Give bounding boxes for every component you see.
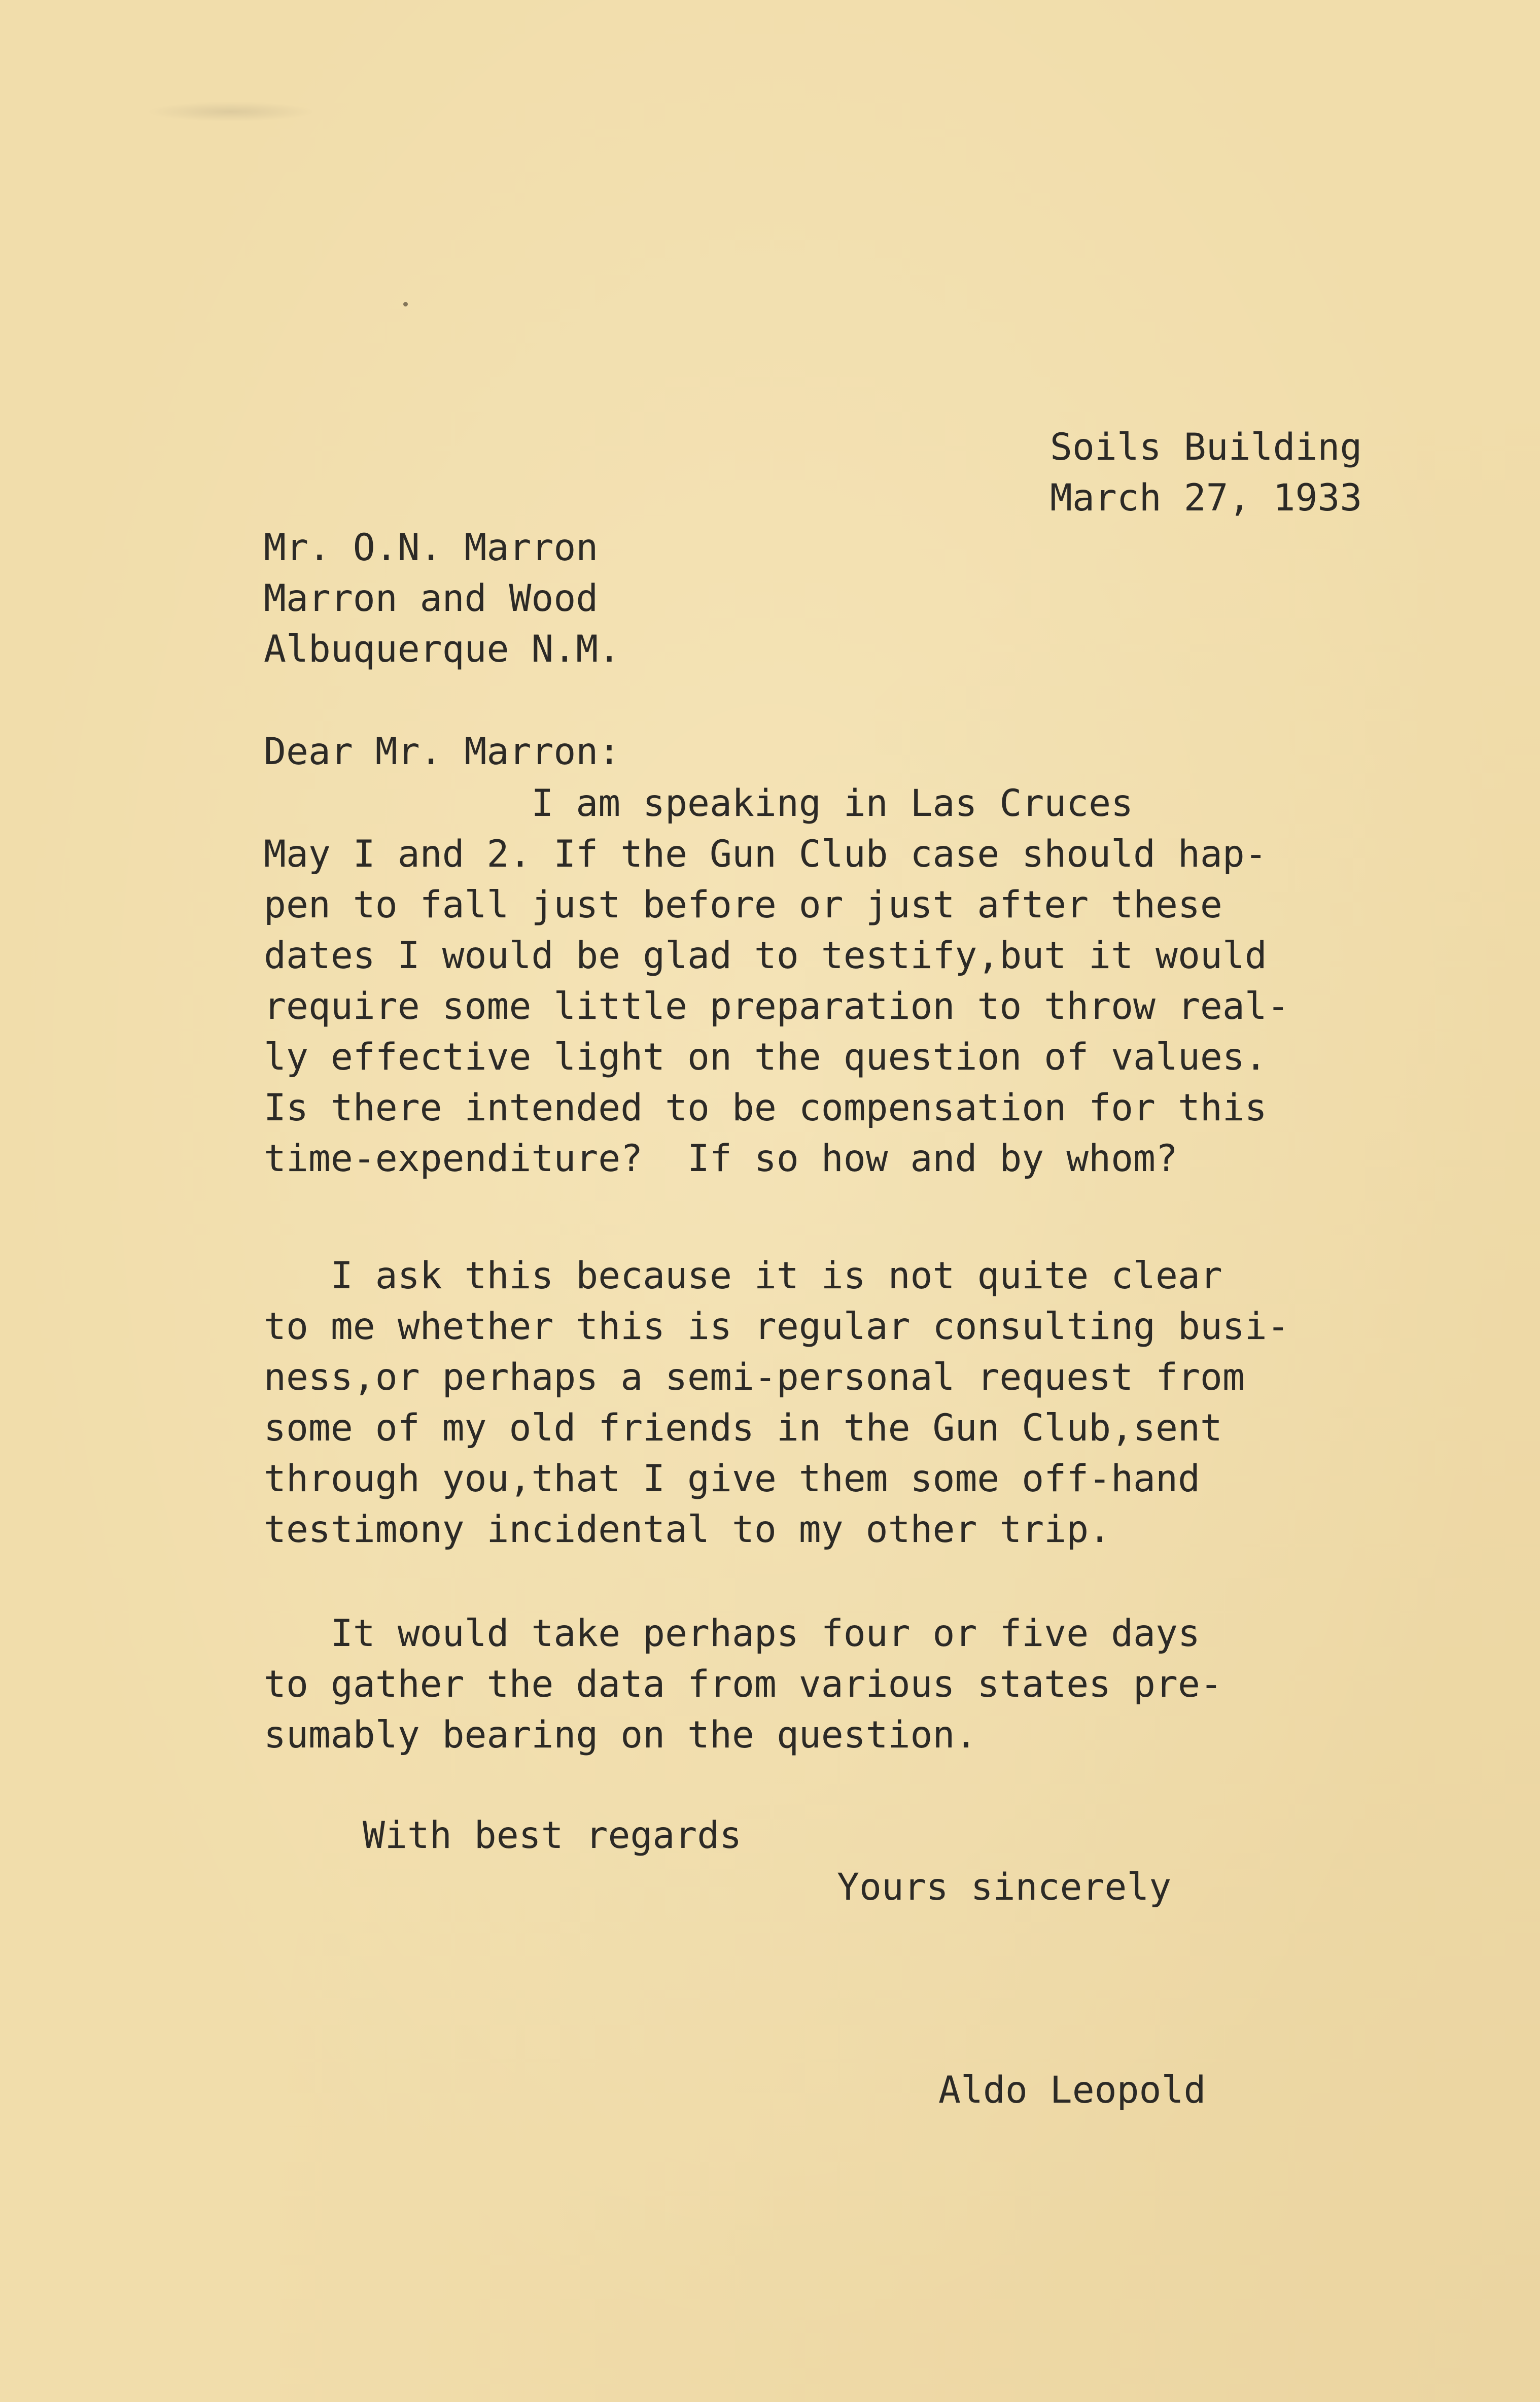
paragraph-line: ly effective light on the question of values.	[264, 1036, 1267, 1079]
paragraph-line: to me whether this is regular consulting busi-	[264, 1305, 1289, 1348]
letter-date: March 27, 1933	[1050, 476, 1362, 520]
paragraph-line: dates I would be glad to testify,but it would	[264, 934, 1267, 977]
signature-name: Aldo Leopold	[938, 2069, 1206, 2112]
paragraph-line: to gather the data from various states pre-	[264, 1663, 1222, 1706]
paragraph-line: Is there intended to be compensation for this	[264, 1086, 1267, 1129]
paragraph-3	[264, 1608, 1222, 1761]
letter-heading	[1050, 422, 1362, 524]
salutation	[264, 727, 620, 777]
paragraph-line: It would take perhaps four or five days	[264, 1612, 1200, 1655]
paragraph-line: ness,or perhaps a semi-personal request from	[264, 1356, 1245, 1399]
recipient-address	[264, 523, 620, 675]
paragraph-line: I am speaking in Las Cruces	[264, 782, 1134, 825]
closing-text: With best regards	[363, 1814, 742, 1857]
ink-speck	[403, 302, 408, 306]
paragraph-line: sumably bearing on the question.	[264, 1713, 977, 1757]
recipient-firm: Marron and Wood	[264, 577, 599, 620]
paragraph-line: pen to fall just before or just after these	[264, 883, 1222, 927]
paragraph-2	[264, 1251, 1289, 1555]
valediction	[837, 1862, 1171, 1913]
paragraph-1	[264, 778, 1289, 1184]
recipient-name: Mr. O.N. Marron	[264, 526, 599, 569]
recipient-city: Albuquerque N.M.	[264, 628, 621, 671]
paper-smudge	[147, 101, 314, 122]
paragraph-line: through you,that I give them some off-hand	[264, 1457, 1200, 1500]
sender-address: Soils Building	[1050, 426, 1362, 469]
paragraph-line: some of my old friends in the Gun Club,sent	[264, 1406, 1222, 1450]
signature-block	[938, 2065, 1206, 2116]
salutation-text: Dear Mr. Marron:	[264, 730, 621, 773]
paragraph-line: testimony incidental to my other trip.	[264, 1508, 1111, 1551]
paragraph-line: require some little preparation to throw real-	[264, 985, 1289, 1028]
paragraph-line: May I and 2. If the Gun Club case should hap-	[264, 833, 1267, 876]
valediction-text: Yours sincerely	[837, 1866, 1172, 1909]
paragraph-line: I ask this because it is not quite clear	[264, 1254, 1222, 1297]
closing	[363, 1810, 742, 1861]
paragraph-line: time-expenditure? If so how and by whom?	[264, 1137, 1178, 1180]
